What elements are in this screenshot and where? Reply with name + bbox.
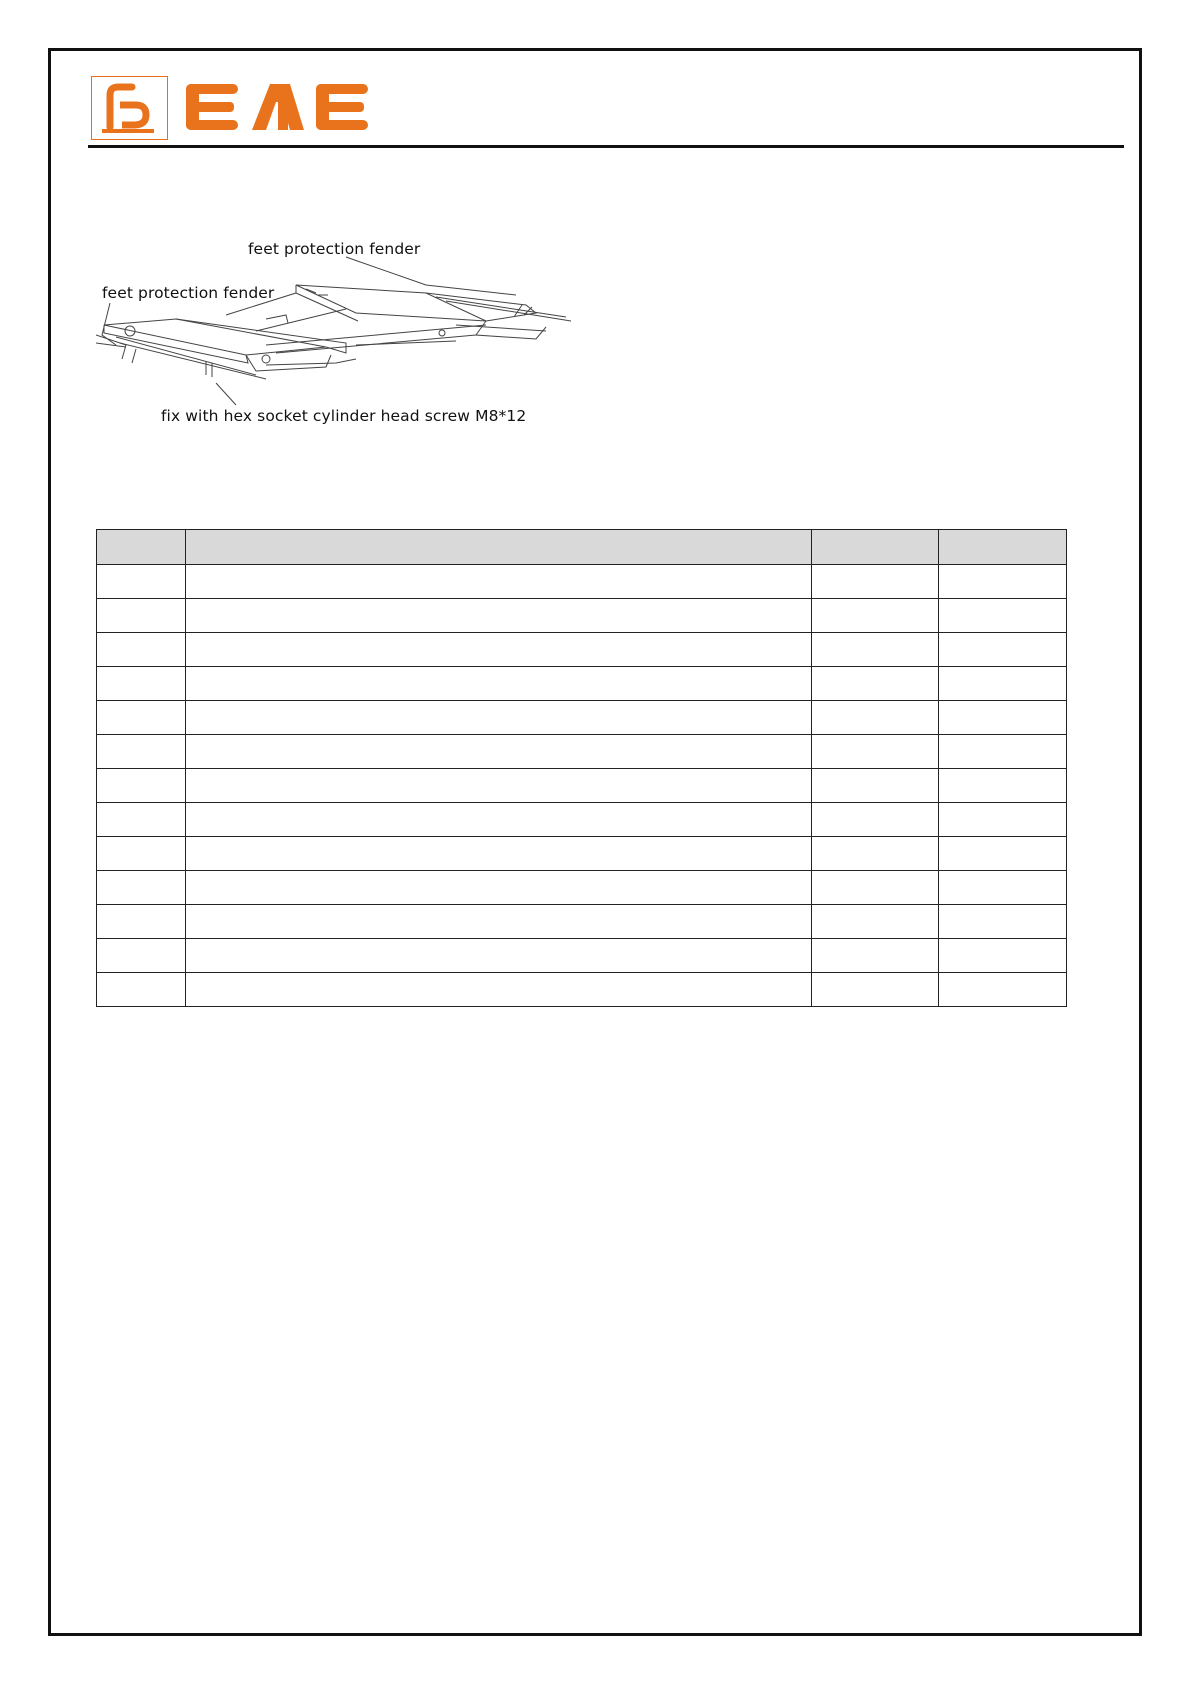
callout-hex-screw: fix with hex socket cylinder head screw M8*12: [161, 407, 527, 425]
lift-diagram: [96, 235, 616, 435]
table-cell: [939, 871, 1067, 905]
table-cell: [939, 973, 1067, 1007]
table-cell: [812, 735, 939, 769]
table-cell: [812, 667, 939, 701]
table-cell: [939, 701, 1067, 735]
table-cell: [939, 803, 1067, 837]
table-row: [97, 837, 1067, 871]
table-cell: [97, 939, 186, 973]
parts-table: [96, 529, 1067, 1007]
table-cell: [186, 939, 812, 973]
table-cell: [939, 599, 1067, 633]
table-cell: [812, 565, 939, 599]
table-cell: [97, 667, 186, 701]
table-cell: [97, 871, 186, 905]
table-cell: [812, 769, 939, 803]
header-cell: [939, 530, 1067, 565]
table-cell: [97, 701, 186, 735]
header-cell: [186, 530, 812, 565]
table-row: [97, 633, 1067, 667]
table-row: [97, 905, 1067, 939]
table-row: [97, 769, 1067, 803]
table-cell: [939, 905, 1067, 939]
header-rule: [88, 145, 1124, 148]
eae-emblem-icon: [92, 77, 167, 139]
table-cell: [97, 633, 186, 667]
table-cell: [939, 633, 1067, 667]
table-row: [97, 667, 1067, 701]
table-row: [97, 939, 1067, 973]
table-row: [97, 599, 1067, 633]
table-cell: [186, 633, 812, 667]
table-cell: [186, 871, 812, 905]
table-row: [97, 565, 1067, 599]
table-cell: [812, 837, 939, 871]
table-cell: [186, 701, 812, 735]
table-cell: [186, 599, 812, 633]
table-cell: [812, 803, 939, 837]
table-cell: [812, 599, 939, 633]
table-cell: [186, 803, 812, 837]
table-cell: [812, 973, 939, 1007]
table-cell: [939, 565, 1067, 599]
table-row: [97, 973, 1067, 1007]
table-row: [97, 735, 1067, 769]
table-header-row: [97, 530, 1067, 565]
table-cell: [186, 565, 812, 599]
table-cell: [812, 905, 939, 939]
logo-emblem: [91, 76, 168, 140]
callout-feet-fender-left: feet protection fender: [102, 284, 275, 302]
table-cell: [939, 667, 1067, 701]
table-cell: [939, 769, 1067, 803]
table-cell: [186, 905, 812, 939]
table-cell: [97, 837, 186, 871]
table-cell: [97, 769, 186, 803]
table-row: [97, 701, 1067, 735]
callout-feet-fender-top: feet protection fender: [248, 240, 421, 258]
header-cell: [97, 530, 186, 565]
table-cell: [186, 837, 812, 871]
table-cell: [939, 939, 1067, 973]
table-cell: [97, 735, 186, 769]
header-cell: [812, 530, 939, 565]
table-cell: [939, 837, 1067, 871]
table-cell: [97, 803, 186, 837]
table-cell: [939, 735, 1067, 769]
table-cell: [97, 973, 186, 1007]
table-cell: [812, 871, 939, 905]
table-cell: [186, 769, 812, 803]
table-cell: [97, 565, 186, 599]
table-cell: [186, 667, 812, 701]
brand-wordmark: [186, 80, 386, 136]
table-cell: [812, 633, 939, 667]
table-row: [97, 803, 1067, 837]
table-cell: [97, 905, 186, 939]
table-cell: [812, 939, 939, 973]
table-cell: [186, 735, 812, 769]
table-cell: [812, 701, 939, 735]
table-cell: [97, 599, 186, 633]
table-cell: [186, 973, 812, 1007]
table-row: [97, 871, 1067, 905]
